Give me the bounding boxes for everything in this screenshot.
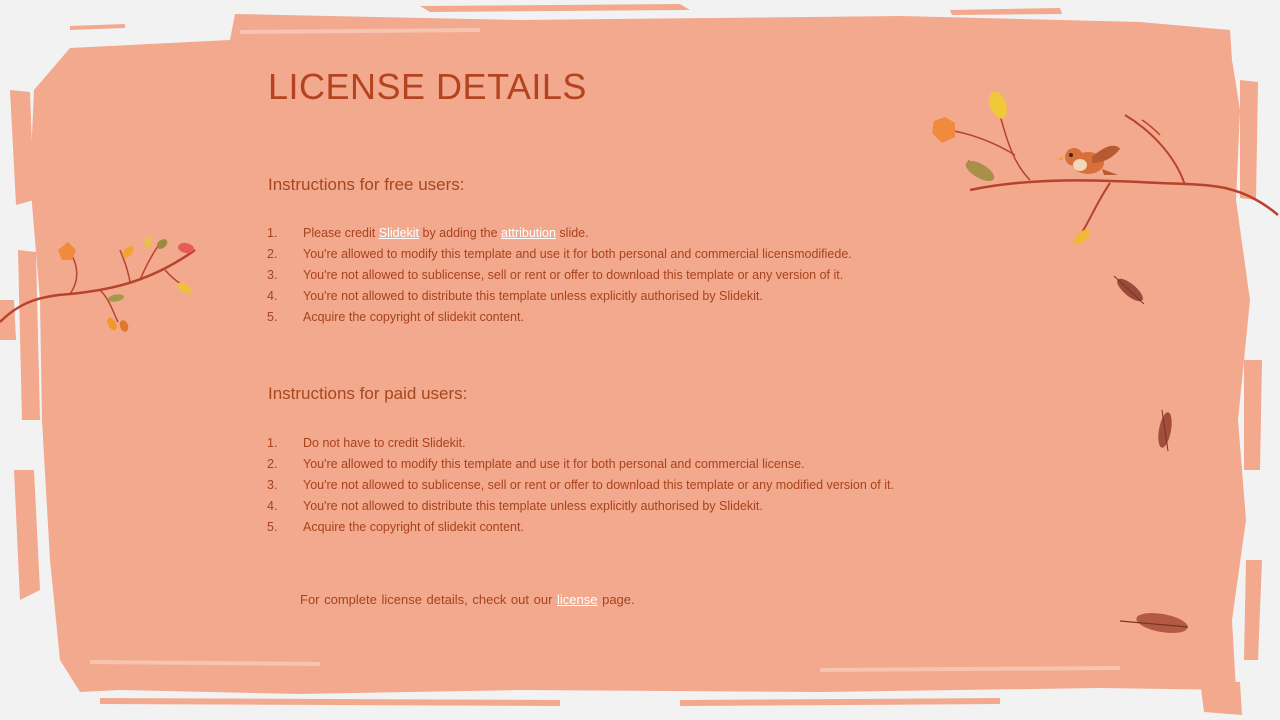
list-item: 3. You're not allowed to sublicense, sell or rent or offer to download this template or any version of it. [267, 268, 844, 282]
paid-users-heading: Instructions for paid users: [268, 384, 468, 403]
attribution-link[interactable]: attribution [501, 226, 556, 240]
list-item: 5. Acquire the copyright of slidekit content. [267, 520, 524, 534]
page-title: LICENSE DETAILS [268, 66, 587, 107]
list-item: 2. You're allowed to modify this template and use it for both personal and commercial licensmodifiede. [267, 247, 852, 261]
falling-leaf-icon [1150, 405, 1180, 455]
list-item: 3. You're not allowed to sublicense, sell or rent or offer to download this template or any modified version of it. [267, 478, 894, 492]
list-item: 1. Please credit Slidekit by adding the attribution slide. [267, 226, 589, 240]
paid-users-list [267, 433, 894, 538]
footer-note: For complete license details, check out our license page. [300, 592, 635, 607]
free-users-heading: Instructions for free users: [268, 175, 465, 194]
right-branch-bird-icon [920, 85, 1280, 255]
left-branch-icon [0, 230, 210, 340]
falling-leaf-icon [1110, 270, 1150, 310]
list-item: 4. You're not allowed to distribute this template unless explicitly authorised by Slidekit. [267, 289, 763, 303]
list-item: 4. You're not allowed to distribute this template unless explicitly authorised by Slidekit. [267, 499, 763, 513]
free-users-list [267, 223, 852, 328]
list-item: 5. Acquire the copyright of slidekit content. [267, 310, 524, 324]
falling-leaf-icon [1118, 605, 1193, 640]
list-item: 1. Do not have to credit Slidekit. [267, 436, 466, 450]
slidekit-link[interactable]: Slidekit [378, 226, 420, 240]
license-link[interactable]: license [557, 592, 598, 607]
list-item: 2. You're allowed to modify this template and use it for both personal and commercial license. [267, 457, 805, 471]
